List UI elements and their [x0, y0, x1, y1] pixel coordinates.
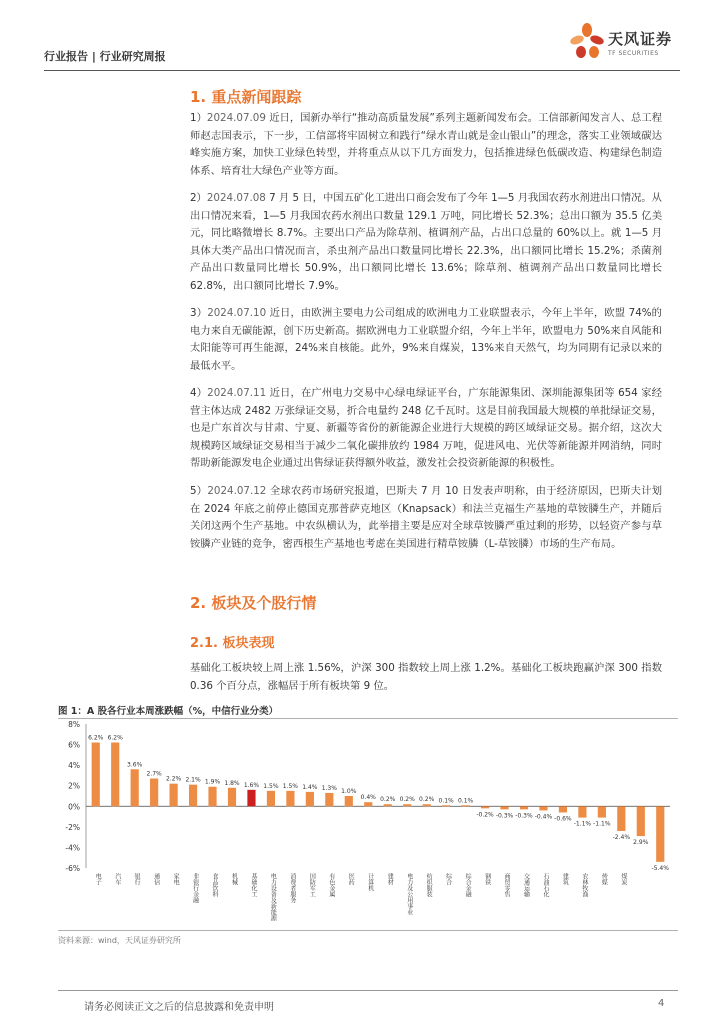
news-item-text: 7 月 5 日，中国五矿化工进出口商会发布了今年 1—5 月我国农药水剂进出口情况。从出口情况来看，1—5 月我国农药水剂出口数量 129.1 万吨，同比增长 52.3%；总出口额为 35.5 亿美元，同比略微增长 8.7%。主要出口产品为除草剂、植调剂产品，占出口总量的 60%以上。就 1—5 月具体大类产品出口情况而言，杀虫剂产品出口数量同比增长 22.3%，出口额同比增长 15.2%；杀菌剂产品出口数量同比增长 50.9%，出口额同比增长 13.6%；除草剂、植调剂产品出口数量同比增长 62.8%，出口额同比增长 7.9%。: [190, 192, 662, 292]
data-label: 0.2%: [399, 796, 415, 804]
news-item: [190, 305, 662, 375]
bar: [325, 793, 333, 806]
category-label: 机械: [230, 873, 238, 885]
news-item-number: 2）: [190, 192, 207, 204]
figure-bottom-line: [58, 930, 678, 931]
data-label: -0.2%: [476, 811, 494, 819]
figure-title: 图 1：A 股各行业本周涨跌幅（%，中信行业分类）: [58, 706, 279, 717]
industry-returns-chart: [58, 718, 678, 928]
data-label: 6.2%: [107, 734, 123, 742]
disclaimer: 请务必阅读正文之后的信息披露和免责申明: [84, 1002, 274, 1013]
y-tick-label: 0%: [68, 802, 80, 812]
data-label: 0.2%: [380, 796, 396, 804]
news-item-date: 2024.07.11: [207, 387, 267, 399]
bar: [500, 806, 508, 809]
bar: [247, 790, 255, 806]
y-tick-label: -4%: [65, 843, 80, 853]
category-label: 消费者服务: [288, 873, 296, 903]
category-label: 电力设备及新能源: [269, 873, 277, 921]
category-label: 钢铁: [483, 873, 491, 885]
logo-mark-icon: [568, 22, 606, 62]
data-label: 0.2%: [419, 796, 435, 804]
data-label: 2.7%: [146, 770, 162, 778]
bar: [598, 806, 606, 817]
category-label: 建材: [386, 873, 394, 885]
bar: [637, 806, 645, 836]
bar: [384, 804, 392, 806]
bar: [539, 806, 547, 810]
data-label: 1.0%: [341, 788, 357, 795]
category-label: 农林牧渔: [580, 873, 588, 897]
news-item: [190, 385, 662, 473]
page-number: 4: [658, 998, 665, 1009]
bar: [111, 743, 119, 807]
news-item-text: 近日，由欧洲主要电力公司组成的欧洲电力工业联盟表示，今年上半年，欧盟 74%的电力来自无碳能源，创下历史新高。据欧洲电力工业联盟介绍，今年上半年，欧盟电力 50%来自风能和太阳能等可再生能源，24%来自核能。此外，9%来自煤炭，13%来自天然气，均为同期有记录以来的最低水平。: [190, 307, 662, 372]
news-item-number: 3）: [190, 307, 208, 319]
bar: [617, 806, 625, 831]
category-label: 电力及公用事业: [405, 873, 413, 915]
category-label: 银行: [133, 873, 141, 885]
bar: [228, 788, 236, 807]
category-label: 交通运输: [522, 873, 530, 897]
data-label: 2.1%: [185, 776, 201, 784]
news-item: [190, 110, 662, 180]
news-item-number: 5）: [190, 485, 208, 497]
category-label: 家电: [172, 873, 180, 885]
data-label: 1.8%: [224, 779, 240, 787]
data-label: -2.4%: [612, 833, 631, 841]
figure-source: 资料来源：wind，天风证券研究所: [58, 936, 181, 945]
logo-subtext: TF SECURITIES: [608, 50, 659, 57]
bar: [520, 806, 528, 809]
bar: [170, 784, 178, 807]
category-label: 食品饮料: [211, 873, 219, 897]
bar: [345, 796, 353, 806]
bar: [92, 743, 100, 807]
bar: [267, 791, 275, 806]
category-label: 电子: [94, 873, 102, 885]
y-tick-label: 2%: [68, 781, 80, 791]
category-label: 综合: [444, 873, 452, 885]
news-item-text: 近日，在广州电力交易中心绿电绿证平台，广东能源集团、深圳能源集团等 654 家经营主体达成 2482 万张绿证交易，折合电量约 248 亿千瓦时。这是目前我国最大规模的单批绿证交易，也是广东首次与甘肃、宁夏、新疆等省份的新能源企业进行大规模的跨区域绿证交易。据介绍，这次大规模跨区域绿证交易相当于减少二氧化碳排放约 1984 万吨，促进风电、光伏等新能源并网消纳，同时帮助新能源发电企业通过出售绿证获得额外收益，激发社会投资新能源的积极性。: [190, 387, 662, 469]
category-label: 商贸零售: [503, 873, 511, 897]
category-label: 建筑: [561, 873, 569, 885]
data-label: -0.6%: [554, 815, 572, 823]
y-tick-label: 8%: [68, 720, 80, 729]
data-label: 2.2%: [165, 775, 182, 783]
data-label: -1.1%: [593, 820, 611, 828]
category-label: 纺织服装: [425, 873, 433, 897]
news-item: [190, 483, 662, 553]
bar: [286, 791, 294, 806]
header-divider: [44, 70, 680, 71]
bar: [131, 769, 139, 806]
footer-divider: [58, 990, 678, 991]
data-label: -5.4%: [651, 864, 669, 872]
data-label: -0.4%: [534, 813, 553, 821]
bar: [442, 805, 450, 806]
category-label: 综合金融: [464, 873, 472, 897]
bar: [189, 785, 197, 807]
category-label: 非银行金融: [191, 873, 199, 903]
news-item-text: 全球农药市场研究报道，巴斯夫 7 月 10 日发表声明称，由于经济原因，巴斯夫计划在 2024 年底之前停止德国克那普萨克地区（Knapsack）和法兰克福生产基地的草铵膦生产，并随后关闭这两个生产基地。中农纵横认为，此举措主要是应对全球草铵膦严重过剩的形势，以轻资产参与草铵膦产业链的竞争，密西根生产基地也考虑在美国进行精草铵膦（L-草铵膦）市场的生产布局。: [190, 485, 662, 550]
category-label: 有色金属: [327, 873, 335, 897]
y-tick-label: 6%: [68, 740, 80, 750]
section-title-news: 1. 重点新闻跟踪: [190, 88, 302, 106]
report-type: 行业报告 | 行业研究周报: [44, 50, 166, 63]
news-item-text: 近日，国新办举行“推动高质量发展”系列主题新闻发布会。工信部新闻发言人、总工程师赵志国表示，下一步，工信部将牢固树立和践行“绿水青山就是金山银山”的理念，落实工业领域碳达峰实施方案，加快工业绿色转型，并将重点从以下几方面发力，包括推进绿色低碳改造、构建绿色制造体系、培育壮大绿色产业等方面。: [190, 112, 662, 177]
category-label: 汽车: [113, 873, 121, 885]
data-label: 1.3%: [321, 784, 337, 792]
section-title-market: 2. 板块及个股行情: [190, 594, 317, 612]
news-item-date: 2024.07.08: [206, 192, 266, 204]
y-tick-label: 4%: [68, 761, 80, 771]
y-tick-label: -6%: [65, 864, 80, 873]
data-label: -0.3%: [515, 812, 533, 820]
data-label: -1.1%: [573, 820, 592, 828]
bar: [423, 804, 431, 806]
data-label: 1.4%: [302, 783, 318, 791]
bar: [481, 806, 489, 808]
y-tick-label: -2%: [65, 822, 80, 832]
data-label: 6.2%: [88, 734, 104, 742]
bar: [462, 805, 470, 806]
bar: [578, 806, 586, 817]
data-label: 1.5%: [263, 782, 279, 790]
data-label: 2.9%: [633, 839, 649, 847]
news-item-date: 2024.07.12: [207, 485, 267, 497]
news-item-date: 2024.07.09: [206, 112, 266, 124]
bar: [150, 779, 158, 807]
category-label: 石油石化: [541, 873, 549, 897]
news-item: [190, 190, 662, 295]
bar: [306, 792, 314, 806]
news-item-date: 2024.07.10: [207, 307, 267, 319]
category-label: 计算机: [366, 873, 374, 891]
news-item-number: 1）: [190, 112, 207, 124]
bar: [656, 806, 664, 862]
data-label: 1.5%: [282, 782, 299, 790]
category-label: 国防军工: [308, 873, 316, 897]
bar: [208, 787, 216, 807]
category-label: 传媒: [600, 873, 608, 885]
data-label: 0.4%: [360, 794, 376, 802]
bar: [403, 804, 411, 806]
data-label: 3.6%: [127, 761, 143, 769]
subsection-title-sector: 2.1. 板块表现: [190, 636, 275, 651]
data-label: 0.1%: [438, 797, 454, 805]
category-label: 医药: [347, 873, 355, 885]
sector-summary: 基础化工板块较上周上涨 1.56%，沪深 300 指数较上周上涨 1.2%。基础化工板块跑赢沪深 300 指数 0.36 个百分点，涨幅居于所有板块第 9 位。: [190, 662, 662, 692]
data-label: 1.6%: [243, 781, 260, 789]
data-label: 1.9%: [204, 778, 221, 786]
category-label: 基础化工: [249, 873, 257, 897]
logo-text: 天风证券: [608, 30, 673, 48]
tf-securities-logo: [568, 22, 688, 66]
category-label: 通信: [152, 873, 160, 885]
bar: [559, 806, 567, 812]
category-label: 煤炭: [619, 873, 627, 885]
bar: [364, 802, 372, 806]
data-label: 0.1%: [457, 797, 474, 805]
data-label: -0.3%: [495, 812, 514, 820]
news-item-number: 4）: [190, 387, 208, 399]
